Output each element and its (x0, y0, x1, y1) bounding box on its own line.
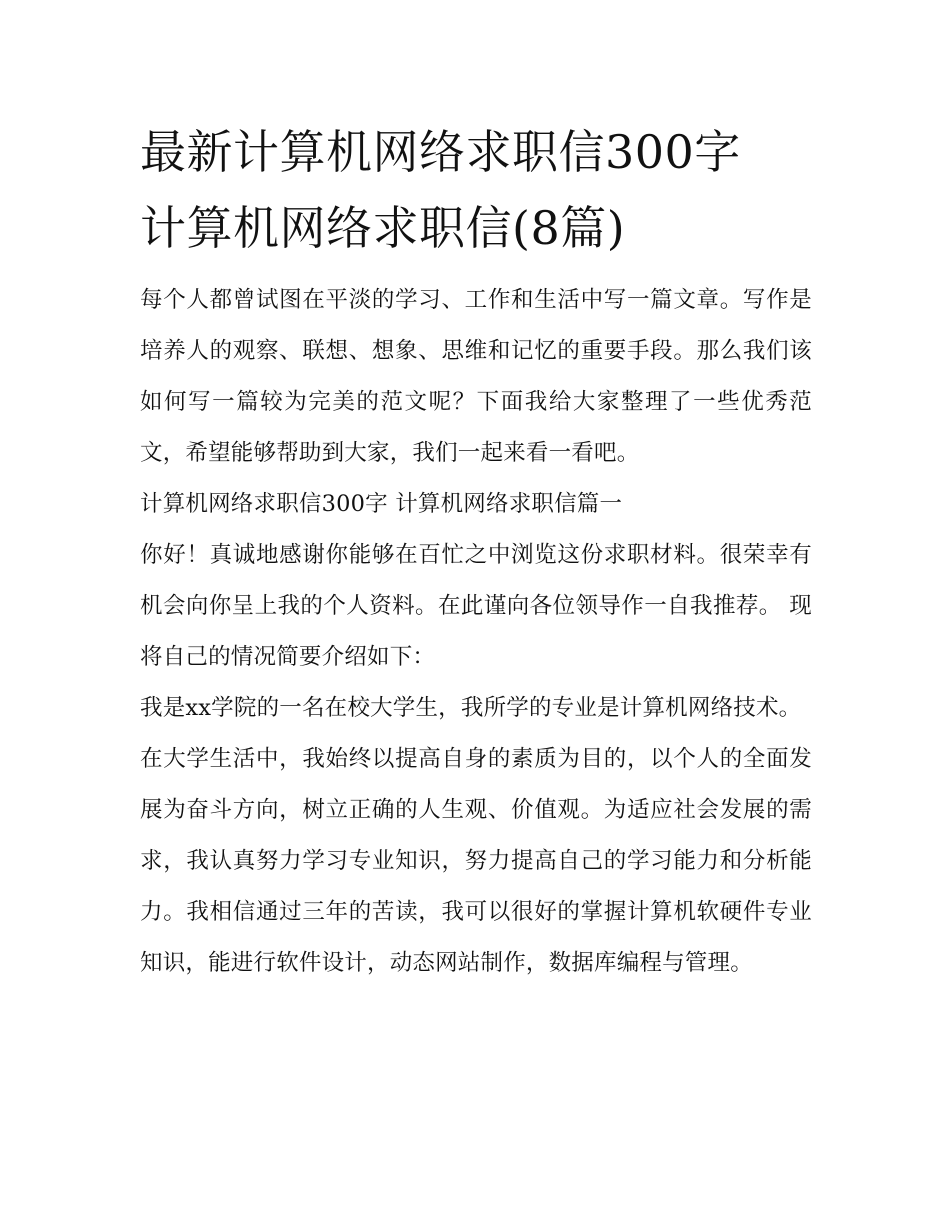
document-body (140, 275, 812, 989)
student-intro-paragraph: 我是xx学院的一名在校大学生，我所学的专业是计算机网络技术。 (140, 695, 802, 721)
greeting-paragraph: 你好！真诚地感谢你能够在百忙之中浏览这份求职材料。很荣幸有机会向你呈上我的个人资料。在此谨向各位领导作一自我推荐。 现将自己的情况简要介绍如下： (140, 542, 812, 670)
section-heading: 计算机网络求职信300字 计算机网络求职信篇一 (140, 491, 623, 517)
college-life-paragraph: 在大学生活中，我始终以提高自身的素质为目的，以个人的全面发展为奋斗方向，树立正确的人生观、价值观。为适应社会发展的需求，我认真努力学习专业知识，努力提高自己的学习能力和分析能力。我相信通过三年的苦读，我可以很好的掌握计算机软硬件专业知识，能进行软件设计，动态网站制作，数据库编程与管理。 (140, 746, 812, 976)
title-line-2: 计算机网络求职信(8篇) (140, 201, 626, 255)
title-line-1: 最新计算机网络求职信300字 (140, 125, 741, 179)
intro-paragraph: 每个人都曾试图在平淡的学习、工作和生活中写一篇文章。写作是培养人的观察、联想、想象、思维和记忆的重要手段。那么我们该如何写一篇较为完美的范文呢？下面我给大家整理了一些优秀范文，希望能够帮助到大家，我们一起来看一看吧。 (140, 287, 812, 466)
document-title (140, 114, 820, 266)
